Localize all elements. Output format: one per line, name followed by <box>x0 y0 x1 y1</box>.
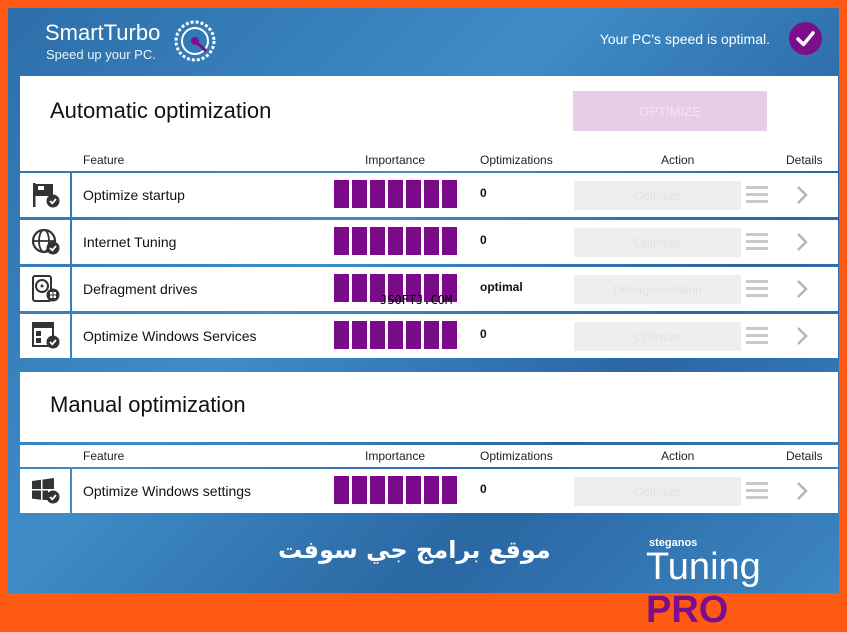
feature-label: Optimize Windows Services <box>83 328 257 344</box>
feature-label: Internet Tuning <box>83 234 177 250</box>
disk-icon <box>31 275 61 303</box>
column-feature: Feature <box>83 153 125 167</box>
menu-icon[interactable] <box>746 325 768 347</box>
watermark-text: JSOFTJ.COM <box>380 293 453 307</box>
importance-bar <box>388 227 403 255</box>
brand-edition: PRO <box>646 589 729 631</box>
app-title: SmartTurbo <box>45 20 161 45</box>
startup-flag-icon <box>31 181 61 209</box>
importance-meter <box>334 476 457 504</box>
column-action: Action <box>661 449 695 463</box>
defragmentation-button[interactable]: Defragmentation <box>574 275 741 304</box>
windows-logo-icon <box>31 477 61 505</box>
importance-bar <box>388 476 403 504</box>
importance-bar <box>352 321 367 349</box>
column-importance: Importance <box>365 449 426 463</box>
brand-company: steganos <box>649 537 698 549</box>
status-check-icon <box>789 22 822 55</box>
table-row-windows-settings <box>20 469 838 513</box>
automatic-optimization-title: Automatic optimization <box>50 98 272 123</box>
app-window <box>8 8 839 631</box>
chevron-right-icon[interactable] <box>794 232 810 252</box>
automatic-optimization-panel <box>20 76 838 150</box>
importance-bar <box>352 476 367 504</box>
brand-logo <box>646 546 839 632</box>
optimizations-count: 0 <box>480 327 487 341</box>
globe-icon <box>31 228 61 256</box>
importance-bar <box>370 227 385 255</box>
importance-bar <box>424 227 439 255</box>
feature-label: Optimize startup <box>83 187 185 203</box>
importance-bar <box>406 476 421 504</box>
table-row-optimize-startup <box>20 173 838 217</box>
feature-label: Optimize Windows settings <box>83 483 252 499</box>
manual-table-header <box>20 445 838 467</box>
chevron-right-icon[interactable] <box>794 481 810 501</box>
importance-bar <box>424 180 439 208</box>
feature-label: Defragment drives <box>83 281 198 297</box>
importance-bar <box>388 180 403 208</box>
manual-optimization-panel <box>20 372 838 442</box>
importance-bar <box>370 476 385 504</box>
importance-bar <box>352 180 367 208</box>
importance-bar <box>352 227 367 255</box>
column-details: Details <box>786 449 823 463</box>
optimizations-count: optimal <box>480 280 523 294</box>
optimizations-count: 0 <box>480 233 487 247</box>
importance-meter <box>334 321 457 349</box>
importance-bar <box>334 476 349 504</box>
importance-bar <box>334 321 349 349</box>
importance-bar <box>388 321 403 349</box>
importance-bar <box>442 476 457 504</box>
automatic-table-header <box>20 149 838 171</box>
speed-status-text: Your PC's speed is optimal. <box>599 31 770 47</box>
optimize-windows-settings-button[interactable]: Optimize <box>574 477 741 506</box>
table-row-internet-tuning <box>20 220 838 264</box>
column-action: Action <box>661 153 695 167</box>
menu-icon[interactable] <box>746 231 768 253</box>
app-subtitle: Speed up your PC. <box>46 47 156 62</box>
optimize-all-button[interactable]: OPTIMIZE <box>573 91 767 131</box>
menu-icon[interactable] <box>746 480 768 502</box>
importance-bar <box>352 274 367 302</box>
importance-bar <box>406 227 421 255</box>
importance-bar <box>406 321 421 349</box>
brand-product: Tuning <box>646 546 761 588</box>
importance-bar <box>424 476 439 504</box>
column-details: Details <box>786 153 823 167</box>
importance-bar <box>406 180 421 208</box>
speedometer-icon <box>172 18 218 64</box>
importance-bar <box>424 321 439 349</box>
internet-tuning-button[interactable]: Optimize <box>574 228 741 257</box>
chevron-right-icon[interactable] <box>794 185 810 205</box>
importance-bar <box>334 227 349 255</box>
importance-bar <box>370 321 385 349</box>
column-importance: Importance <box>365 153 426 167</box>
optimize-startup-button[interactable]: Optimize <box>574 181 741 210</box>
manual-optimization-title: Manual optimization <box>50 392 246 417</box>
optimize-services-button[interactable]: Optimize <box>574 322 741 351</box>
chevron-right-icon[interactable] <box>794 326 810 346</box>
menu-icon[interactable] <box>746 184 768 206</box>
menu-icon[interactable] <box>746 278 768 300</box>
importance-meter <box>334 180 457 208</box>
windows-services-icon <box>31 322 61 350</box>
importance-bar <box>334 274 349 302</box>
optimizations-count: 0 <box>480 482 487 496</box>
arabic-caption: موقع برامج جي سوفت <box>278 536 551 564</box>
column-optimizations: Optimizations <box>480 449 553 463</box>
importance-meter <box>334 227 457 255</box>
chevron-right-icon[interactable] <box>794 279 810 299</box>
importance-bar <box>334 180 349 208</box>
importance-bar <box>442 227 457 255</box>
importance-bar <box>442 180 457 208</box>
importance-bar <box>442 321 457 349</box>
table-row-windows-services <box>20 314 838 358</box>
importance-bar <box>370 180 385 208</box>
optimizations-count: 0 <box>480 186 487 200</box>
column-feature: Feature <box>83 449 125 463</box>
column-optimizations: Optimizations <box>480 153 553 167</box>
